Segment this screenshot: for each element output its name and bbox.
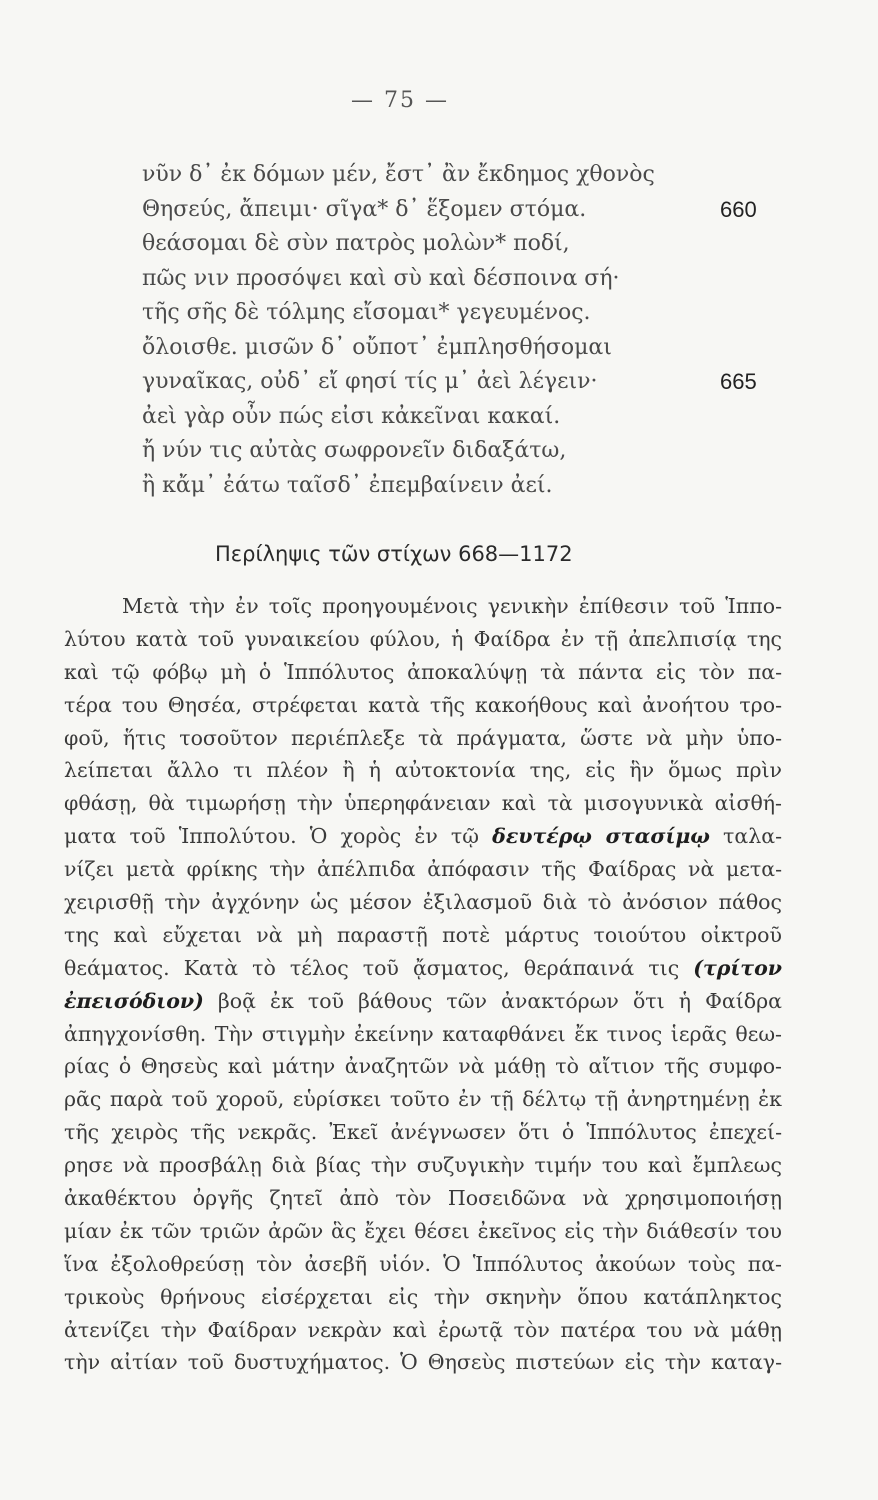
prose-line bbox=[64, 689, 782, 722]
summary-prose bbox=[64, 590, 782, 1379]
verse-line bbox=[142, 331, 782, 366]
verse-text: τῆς σῆς δὲ τόλμης εἴσομαι* γεγευμένος. bbox=[142, 300, 591, 325]
prose-line bbox=[64, 754, 782, 787]
prose-text: νίζει μετὰ φρίκης τὴν ἀπέλπιδα ἀπόφασιν τῆς Φαίδρας νὰ μετα- bbox=[64, 857, 782, 882]
prose-line bbox=[64, 1116, 782, 1149]
prose-text: λείπεται ἄλλο τι πλέον ἢ ἡ αὐτοκτονία της, εἰς ἣν ὅμως πρὶν bbox=[64, 758, 782, 783]
prose-text: τρικοὺς θρήνους εἰσέρχεται εἰς τὴν σκηνὴν ὅπου κατάπληκτος bbox=[64, 1284, 782, 1309]
prose-line bbox=[64, 1149, 782, 1182]
line-number: 665 bbox=[720, 369, 757, 394]
prose-text: λύτου κατὰ τοῦ γυναικείου φύλου, ἡ Φαίδρα ἐν τῇ ἀπελπισίᾳ της bbox=[64, 626, 782, 651]
verse-line bbox=[142, 469, 782, 504]
prose-line bbox=[64, 1281, 782, 1314]
prose-text: θεάματος. Κατὰ τὸ τέλος τοῦ ᾄσματος, θεράπαινά τις bbox=[64, 955, 694, 980]
verse-line bbox=[142, 262, 782, 297]
line-number: 660 bbox=[720, 196, 757, 222]
prose-text: καὶ τῷ φόβῳ μὴ ὁ Ἱππόλυτος ἀποκαλύψῃ τὰ πάντα εἰς τὸν πα- bbox=[64, 659, 782, 684]
prose-text: ρᾶς παρὰ τοῦ χοροῦ, εὑρίσκει τοῦτο ἐν τῇ δέλτῳ τῇ ἀνηρτημένῃ ἐκ bbox=[64, 1087, 782, 1112]
prose-text: φοῦ, ἥτις τοσοῦτον περιέπλεξε τὰ πράγματα, ὥστε νὰ μὴν ὑπο- bbox=[64, 725, 782, 750]
prose-text: μίαν ἐκ τῶν τριῶν ἀρῶν ἃς ἔχει θέσει ἐκεῖνος εἰς τὴν διάθεσίν του bbox=[64, 1218, 782, 1243]
prose-line bbox=[64, 1182, 782, 1215]
prose-line bbox=[64, 722, 782, 755]
emphasized-term: δευτέρῳ στασίμῳ bbox=[492, 824, 710, 849]
prose-text: ἵνα ἐξολοθρεύσῃ τὸν ἀσεβῆ υἱόν. Ὁ Ἱππόλυτος ἀκούων τοὺς πα- bbox=[64, 1251, 782, 1276]
section-heading: Περίληψις τῶν στίχων 668—1172 bbox=[215, 542, 573, 566]
emphasized-term: ἐπεισόδιον) bbox=[64, 988, 204, 1013]
prose-line bbox=[64, 1346, 782, 1379]
verse-line bbox=[142, 434, 782, 469]
verse-block bbox=[142, 158, 782, 503]
prose-line bbox=[64, 787, 782, 820]
emphasized-term: (τρίτον bbox=[693, 955, 782, 980]
prose-text: τέρα του Θησέα, στρέφεται κατὰ τῆς κακοήθους καὶ ἀνοήτου τρο- bbox=[64, 692, 782, 717]
prose-line bbox=[64, 853, 782, 886]
prose-line bbox=[64, 656, 782, 689]
prose-text: ρησε νὰ προσβάλῃ διὰ βίας τὴν συζυγικὴν τιμήν του καὶ ἔμπλεως bbox=[64, 1153, 782, 1178]
verse-text: ἤ νύν τις αὐτὰς σωφρονεῖν διδαξάτω, bbox=[142, 438, 567, 463]
prose-line bbox=[64, 1083, 782, 1116]
prose-line bbox=[64, 1314, 782, 1347]
prose-text: τῆς χειρὸς τῆς νεκρᾶς. Ἐκεῖ ἀνέγνωσεν ὅτι ὁ Ἱππόλυτος ἐπεχεί- bbox=[64, 1120, 782, 1145]
prose-text: χειρισθῇ τὴν ἀγχόνην ὡς μέσον ἐξιλασμοῦ διὰ τὸ ἀνόσιον πάθος bbox=[64, 890, 782, 915]
prose-text: φθάσῃ, θὰ τιμωρήσῃ τὴν ὑπερηφάνειαν καὶ τὰ μισογυνικὰ αἰσθή- bbox=[64, 791, 782, 816]
prose-text: ἀκαθέκτου ὀργῆς ζητεῖ ἀπὸ τὸν Ποσειδῶνα νὰ χρησιμοποιήσῃ bbox=[64, 1186, 782, 1211]
prose-line bbox=[64, 919, 782, 952]
verse-text: θεάσομαι δὲ σὺν πατρὸς μολὼν* ποδί, bbox=[142, 231, 570, 256]
verse-line bbox=[142, 365, 782, 400]
verse-text: ὄλοισθε. μισῶν δ᾽ οὔποτ᾽ ἐμπλησθήσομαι bbox=[142, 334, 612, 360]
verse-text: γυναῖκας, οὐδ᾽ εἴ φησί τίς μ᾽ ἀεὶ λέγειν· bbox=[142, 369, 598, 394]
verse-text: ἀεὶ γὰρ οὖν πώς εἰσι κἀκεῖναι κακαί. bbox=[142, 403, 561, 429]
verse-line bbox=[142, 158, 782, 193]
prose-line bbox=[64, 1018, 782, 1051]
prose-line bbox=[64, 1215, 782, 1248]
verse-line bbox=[142, 193, 782, 228]
verse-line bbox=[142, 400, 782, 435]
verse-line bbox=[142, 227, 782, 262]
prose-line bbox=[64, 886, 782, 919]
prose-text: Μετὰ τὴν ἐν τοῖς προηγουμένοις γενικὴν ἐπίθεσιν τοῦ Ἱππο- bbox=[122, 594, 782, 618]
verse-line bbox=[142, 296, 782, 331]
prose-text: βοᾷ ἐκ τοῦ βάθους τῶν ἀνακτόρων ὅτι ἡ Φαίδρα bbox=[203, 988, 782, 1013]
verse-text: πῶς νιν προσόψει καὶ σὺ καὶ δέσποινα σή· bbox=[142, 265, 620, 291]
prose-text: ματα τοῦ Ἱππολύτου. Ὁ χορὸς ἐν τῷ bbox=[64, 824, 493, 849]
prose-text: της καὶ εὔχεται νὰ μὴ παραστῇ ποτὲ μάρτυς τοιούτου οἰκτροῦ bbox=[64, 922, 782, 947]
prose-text: ταλα- bbox=[709, 824, 782, 849]
prose-text: ἀπηγχονίσθη. Τὴν στιγμὴν ἐκείνην καταφθάνει ἔκ τινος ἱερᾶς θεω- bbox=[64, 1021, 782, 1046]
prose-line bbox=[64, 623, 782, 656]
prose-text: ρίας ὁ Θησεὺς καὶ μάτην ἀναζητῶν νὰ μάθῃ τὸ αἴτιον τῆς συμφο- bbox=[64, 1054, 782, 1079]
prose-text: τὴν αἰτίαν τοῦ δυστυχήματος. Ὁ Θησεὺς πιστεύων εἰς τὴν καταγ- bbox=[64, 1350, 782, 1375]
verse-text: Θησεύς, ἄπειμι· σῖγα* δ᾽ ἕξομεν στόμα. bbox=[142, 196, 587, 222]
prose-text: ἀτενίζει τὴν Φαίδραν νεκρὰν καὶ ἐρωτᾷ τὸν πατέρα του νὰ μάθῃ bbox=[64, 1317, 782, 1342]
prose-line bbox=[64, 1248, 782, 1281]
prose-line bbox=[64, 952, 782, 985]
page-number: — 75 — bbox=[351, 88, 449, 113]
prose-line bbox=[64, 1050, 782, 1083]
prose-line bbox=[64, 985, 782, 1018]
prose-line bbox=[64, 590, 782, 623]
verse-text: νῦν δ᾽ ἐκ δόμων μέν, ἔστ᾽ ἂν ἔκδημος χθονὸς bbox=[142, 162, 655, 187]
prose-line bbox=[64, 820, 782, 853]
verse-text: ἢ κἄμ᾽ ἐάτω ταῖσδ᾽ ἐπεμβαίνειν ἀεί. bbox=[142, 472, 553, 498]
